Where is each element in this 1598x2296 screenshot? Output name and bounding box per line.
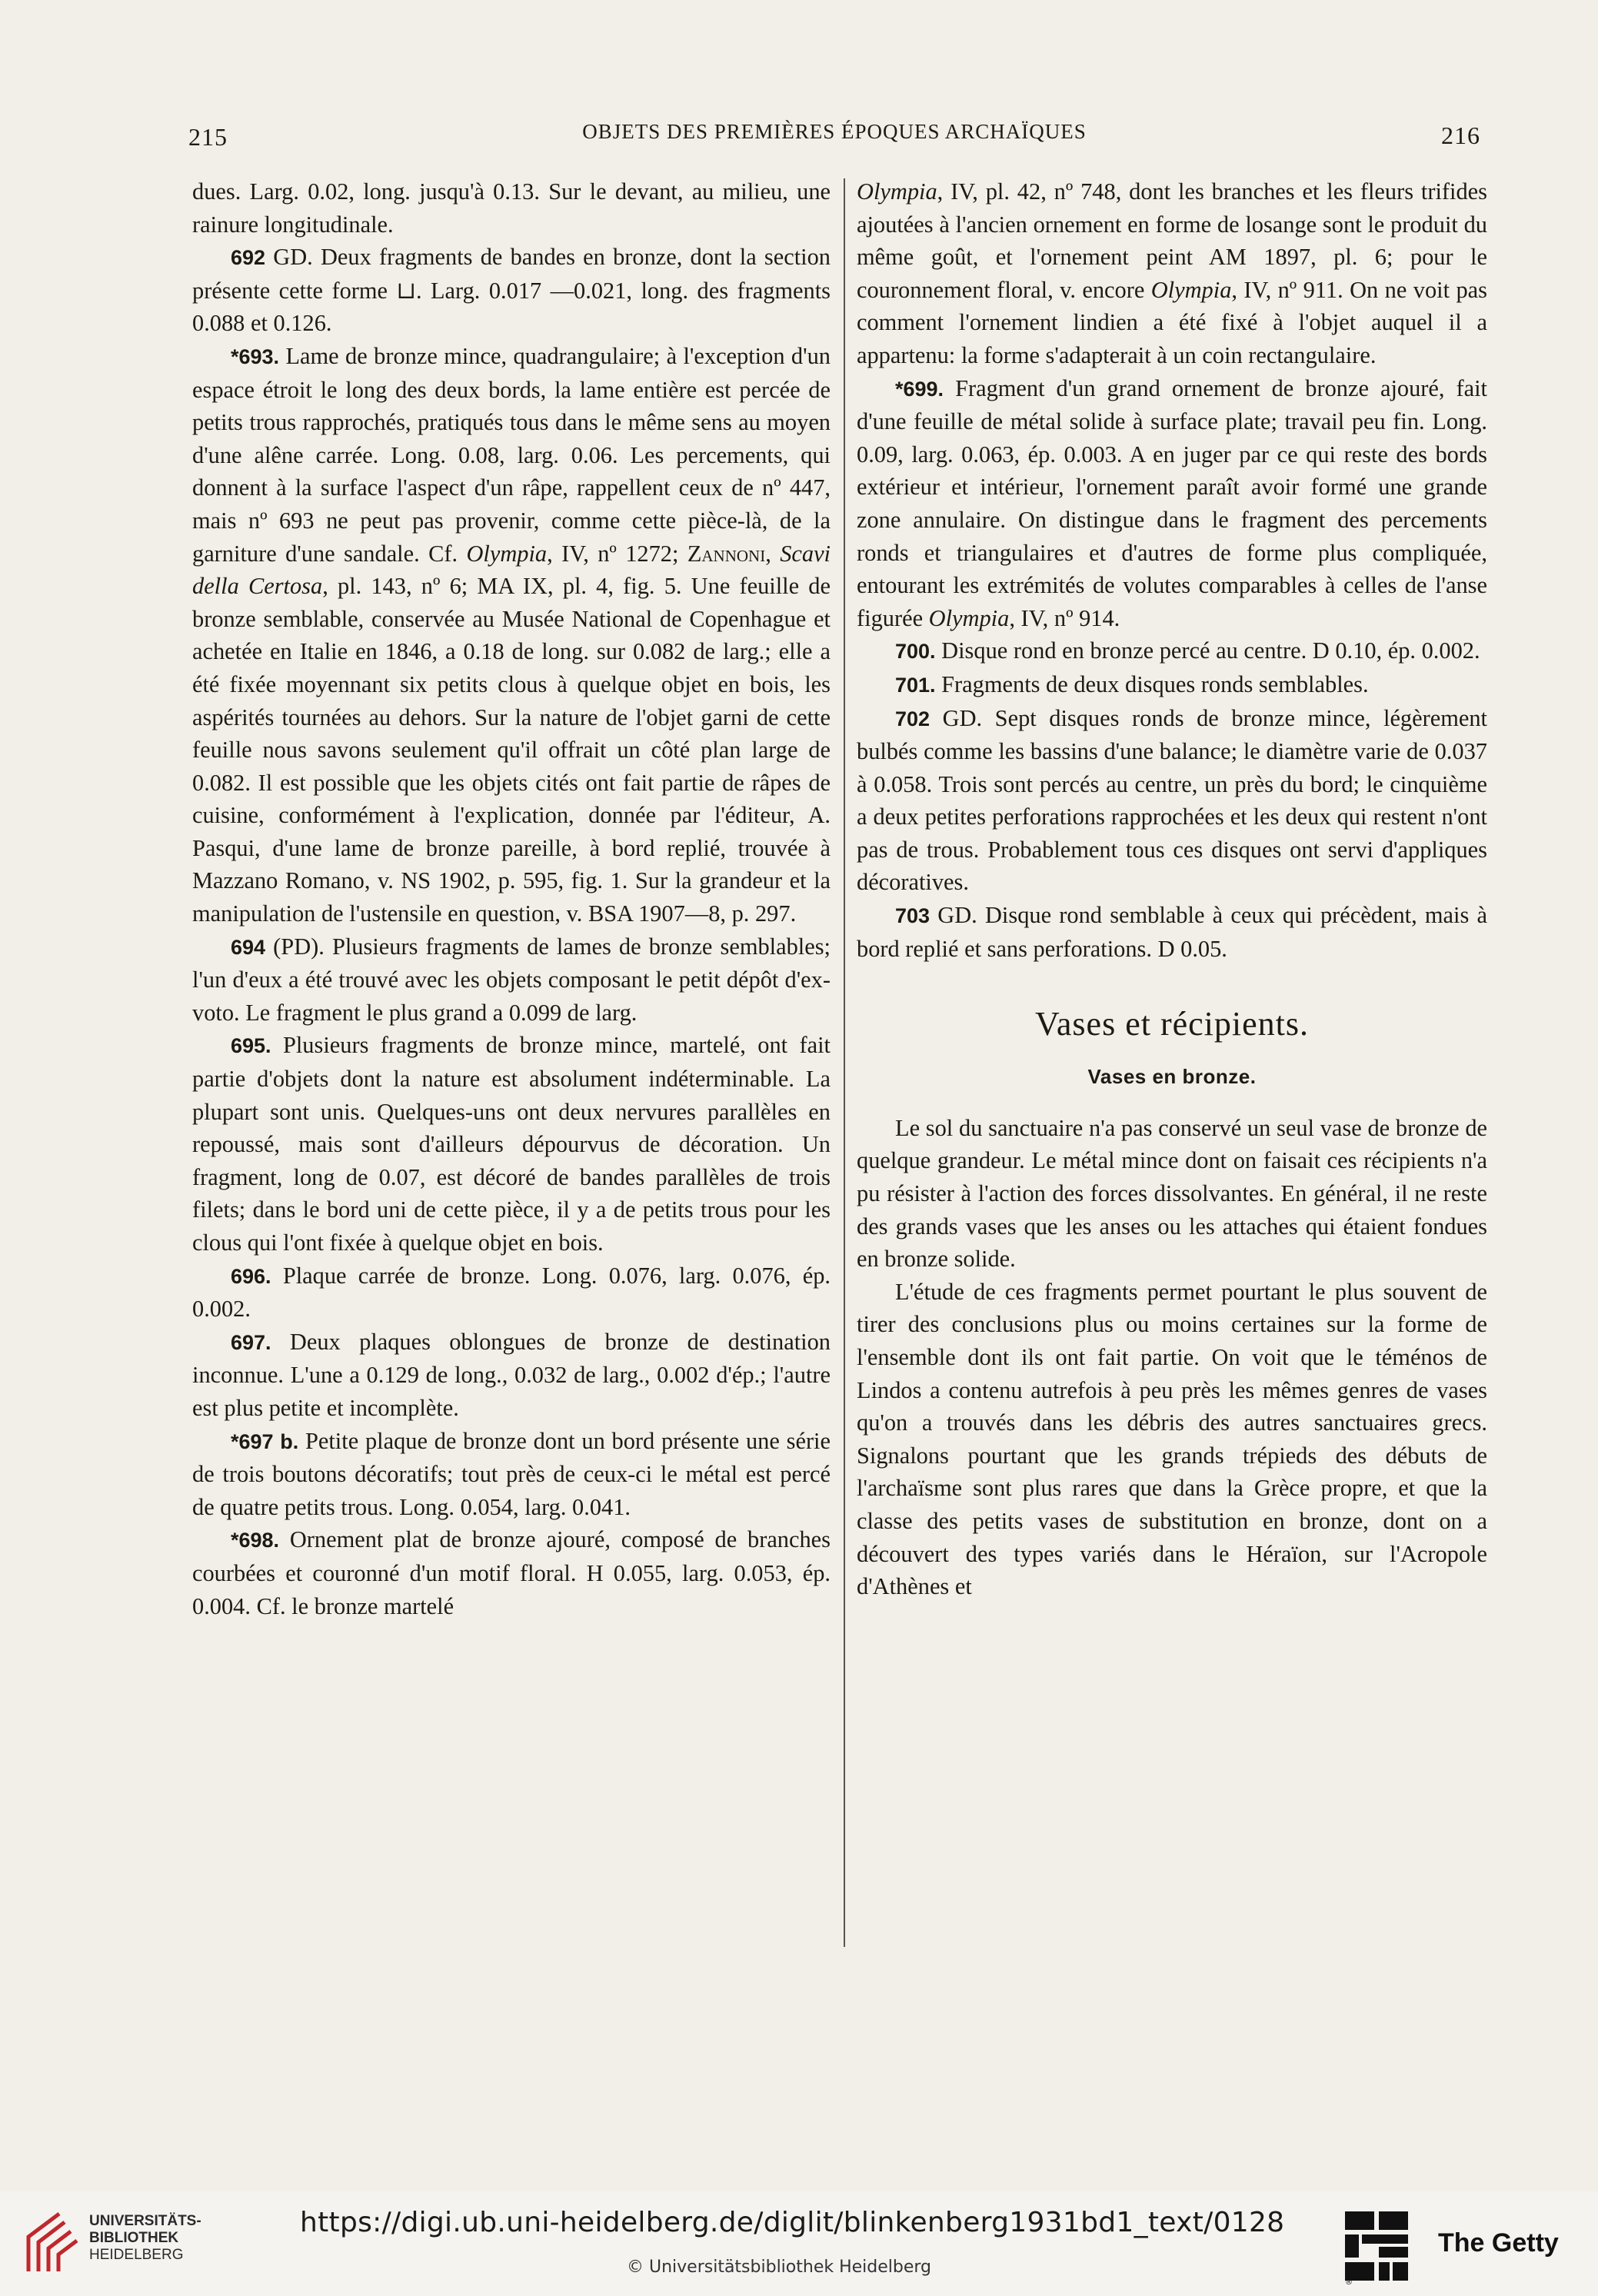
citation-title: Olympia	[928, 604, 1010, 631]
subsection-heading: Vases en bronze.	[1087, 1065, 1257, 1089]
entry-text: Fragments de deux disques ronds semblables.	[935, 670, 1369, 697]
library-name-line: BIBLIOTHEK	[89, 2230, 179, 2246]
paragraph: dues. Larg. 0.02, long. jusqu'à 0.13. Sur le devant, au milieu, une rainure longitudinale.	[192, 178, 831, 238]
entry-text: GD. Deux fragments de bandes en bronze, dont la section présente cette forme ⊔. Larg. 0.017 —0.021, long. des fragments 0.088 et 0.126.	[192, 244, 831, 337]
entry-text: Petite plaque de bronze dont un bord présente une série de trois boutons décoratifs; tout près de ceux-ci le métal est percé de quatre petits trous. Long. 0.054, larg. 0.041.	[192, 1427, 831, 1520]
entry-text: Disque rond en bronze percé au centre. D 0.10, ép. 0.002.	[935, 637, 1480, 664]
entry-text: , pl. 143, nº 6; MA IX, pl. 4, fig. 5. Une feuille de bronze semblable, conservée au Musée National de Copenhague et achetée en Italie en 1846, a 0.18 de long. sur 0.082 de larg.; elle a été fixée moyennant six petits clous à quelque objet en bois, les aspérités tournées au dehors. Sur la nature de l'objet garni de cette feuille nous savons seulement qu'il offrait un côté plan large de 0.082. Il est possible que les objets cités ont fait partie de râpes de cuisine, conformément à l'explication, donnée par l'éditeur, A. Pasqui, d'une lame de bronze pareille, à bord replié, trouvée à Mazzano Romano, v. NS 1902, p. 595, fig. 1. Sur la grandeur et la manipulation de l'ustensile en question, v. BSA 1907—8, p. 297.	[192, 573, 831, 927]
entry-number: *698.	[231, 1529, 280, 1552]
citation-title: Olympia	[1150, 276, 1232, 303]
citation-title: Olympia	[857, 178, 937, 205]
university-library-name	[89, 2213, 201, 2264]
right-column	[857, 175, 1487, 1603]
paragraph: Le sol du sanctuaire n'a pas conservé un seul vase de bronze de quelque grandeur. Le métal mince dont on faisait ces récipients n'a pu résister à l'action des forces dissolvantes. En général, il ne reste des grands vases que les anses ou les attaches qui étaient fondues en bronze solide.	[857, 1114, 1487, 1273]
entry-text: Plusieurs fragments de bronze mince, martelé, ont fait partie d'objets dont la nature est absolument indéterminable. La plupart sont unis. Quelques-uns ont deux nervures parallèles en repoussé, mais sont d'ailleurs dépourvus de décoration. Un fragment, long de 0.07, est décoré de bandes parallèles de trois filets; dans le bord uni de cette pièce, il y a de petits trous pour les clous qui l'ont fixée à quelque objet en bois.	[192, 1032, 831, 1256]
library-name-line: UNIVERSITÄTS-	[89, 2213, 201, 2229]
left-column	[192, 175, 831, 1622]
entry-697b	[192, 1425, 831, 1524]
entry-697	[192, 1326, 831, 1425]
entry-number: 696.	[231, 1264, 271, 1288]
section-heading: Vases et récipients.	[1035, 1005, 1309, 1043]
paragraph: L'étude de ces fragments permet pourtant le plus souvent de tirer des conclusions plus ou moins certaines sur la forme de l'ensemble dont ils ont fait partie. On voit que le téménos de Lindos a contenu autrefois à peu près les mêmes genres de vases qu'on a trouvés dans les débris des autres sanctuaires grecs. Signalons pourtant que les grands trépieds des débuts de l'archaïsme sont plus rares que dans la Grèce propre, et que la classe des petits vases de substitution en bronze, dont on a découvert des types variés dans le Héraïon, sur l'Acropole d'Athènes et	[857, 1278, 1487, 1600]
paragraph	[857, 175, 1487, 372]
entry-text: Lame de bronze mince, quadrangulaire; à l'exception d'un espace étroit le long des deux bords, la lame entière est percée de petits trous rapprochés, pratiqués tous dans le même sens au moyen d'une alêne carrée. Long. 0.08, larg. 0.06. Les percements, qui donnent à la surface l'aspect d'un râpe, rappellent ceux de nº 447, mais nº 693 ne peut pas provenir, comme cette pièce-là, de la garniture d'une sandale. Cf.	[192, 342, 831, 567]
entry-695	[192, 1029, 831, 1259]
library-name-line: HEIDELBERG	[89, 2247, 184, 2263]
entry-text: , IV, nº 1272;	[547, 540, 687, 567]
citation-title: Scavi della Certosa	[192, 540, 831, 600]
entry-703	[857, 899, 1487, 965]
entry-text: , IV, nº 914.	[1009, 604, 1120, 631]
entry-701	[857, 668, 1487, 702]
entry-text: GD. Sept disques ronds de bronze mince, légèrement bulbés comme les bassins d'une balance; le diamètre varie de 0.037 à 0.058. Trois sont percés au centre, un près du bord; le cinquième a deux petites perforations rapprochées et les deux qui restent n'ont pas de trous. Probablement tous ces disques ont servi d'appliques décoratives.	[857, 704, 1487, 896]
copyright-notice: © Universitätsbibliothek Heidelberg	[627, 2258, 932, 2277]
entry-number: 701.	[895, 673, 936, 697]
permalink-url[interactable]: https://digi.ub.uni-heidelberg.de/diglit/blinkenberg1931bd1_text/0128	[300, 2207, 1285, 2238]
entry-number: *693.	[231, 344, 280, 368]
entry-text: Deux plaques oblongues de bronze de destination inconnue. L'une a 0.129 de long., 0.032 de larg., 0.002 d'ép.; l'autre est plus petite et incomplète.	[192, 1328, 831, 1421]
entry-text: , IV, nº 911. On ne voit pas comment l'ornement lindien a été fixé à l'objet auquel il a appartenu: la forme s'adapterait à un coin rectangulaire.	[857, 276, 1487, 368]
column-divider	[844, 178, 845, 1947]
running-head	[188, 117, 1480, 154]
entry-number: 694	[231, 935, 266, 959]
entry-text: Plaque carrée de bronze. Long. 0.076, larg. 0.076, ép. 0.002.	[192, 1262, 831, 1323]
entry-698	[192, 1523, 831, 1622]
running-title: OBJETS DES PREMIÈRES ÉPOQUES ARCHAÏQUES	[582, 120, 1087, 143]
entry-number: *697 b.	[231, 1429, 299, 1453]
entry-694	[192, 930, 831, 1030]
entry-number: 695.	[231, 1034, 271, 1058]
entry-text: Fragment d'un grand ornement de bronze ajouré, fait d'une feuille de métal solide à surface plate; travail peu fin. Long. 0.09, larg. 0.063, ép. 0.003. A en juger par ce qui reste des bords extérieur et intérieur, l'ornement paraît avoir formé une grande zone annulaire. On distingue dans le fragment des percements ronds et triangulaires et d'autres de forme plus compliquée, entourant les extrémités de volutes comparables à celles de l'anse figurée	[857, 374, 1487, 631]
entry-text: ,	[765, 540, 781, 567]
getty-logo-icon	[1342, 2208, 1411, 2285]
page-number-left: 215	[188, 123, 228, 151]
entry-number: 697.	[231, 1330, 271, 1354]
entry-text: (PD). Plusieurs fragments de lames de bronze semblables; l'un d'eux a été trouvé avec les objets composant le petit dépôt d'ex-voto. Le fragment le plus grand a 0.099 de larg.	[192, 933, 831, 1026]
entry-702	[857, 702, 1487, 900]
entry-692	[192, 241, 831, 340]
page-number-right: 216	[1441, 121, 1480, 149]
entry-text: GD. Disque rond semblable à ceux qui précèdent, mais à bord replié et sans perforations. D 0.05.	[857, 902, 1487, 962]
entry-number: 703	[895, 904, 931, 928]
viewer-footer	[0, 2191, 1598, 2296]
entry-number: *699.	[895, 377, 944, 401]
university-library-logo-icon	[17, 2202, 94, 2279]
author-name: Zannoni	[687, 540, 766, 567]
entry-696	[192, 1259, 831, 1326]
entry-text: Ornement plat de bronze ajouré, composé de branches courbées et couronné d'un motif floral. H 0.055, larg. 0.053, ép. 0.004. Cf. le bronze martelé	[192, 1526, 831, 1619]
entry-text: , IV, pl. 42, nº 748, dont les branches et les fleurs trifides ajoutées à l'ancien ornement en forme de losange sont le produit du même goût, et l'ornement peint AM 1897, pl. 6; pour le couronnement floral, v. encore	[857, 178, 1487, 303]
entry-number: 700.	[895, 640, 936, 664]
getty-name: The Getty	[1438, 2228, 1559, 2258]
entry-700	[857, 634, 1487, 668]
citation-title: Olympia	[466, 540, 548, 567]
entry-693	[192, 340, 831, 930]
registered-mark: ®	[1345, 2278, 1353, 2285]
entry-number: 702	[895, 707, 931, 730]
entry-number: 692	[231, 246, 266, 270]
entry-699	[857, 372, 1487, 635]
